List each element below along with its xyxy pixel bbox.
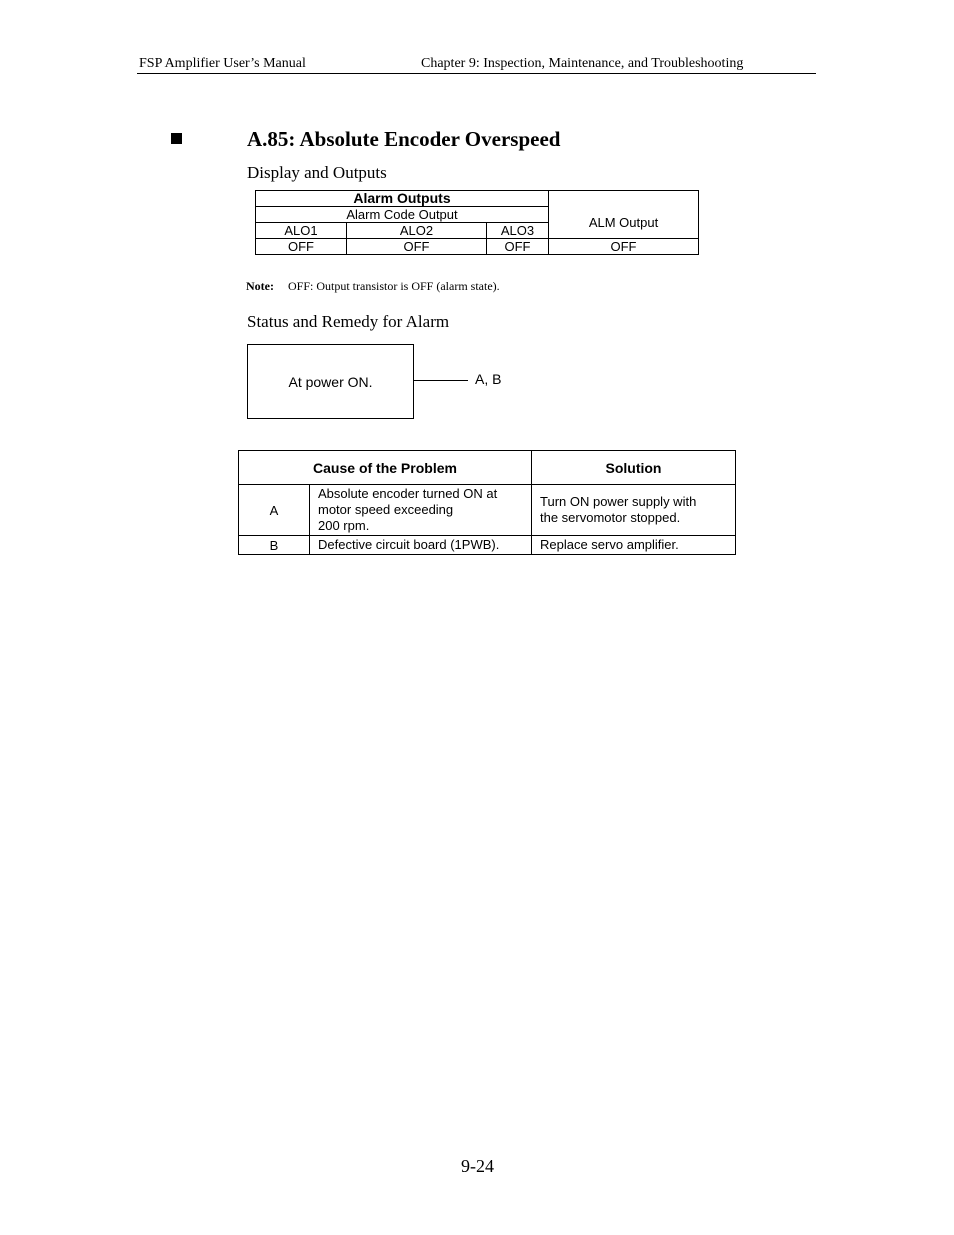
status-box-text: At power ON. xyxy=(288,373,373,390)
cause-line: 200 rpm. xyxy=(318,518,370,533)
header-chapter-title: Chapter 9: Inspection, Maintenance, and Troubleshooting xyxy=(421,56,744,71)
alarm-code-output-label: Alarm Code Output xyxy=(256,207,549,223)
cause-line: Defective circuit board (1PWB). xyxy=(318,537,500,552)
alo1-value: OFF xyxy=(256,239,347,255)
header-rule xyxy=(137,73,816,74)
cause-text xyxy=(310,536,532,555)
solution-header: Solution xyxy=(532,451,736,485)
status-box xyxy=(247,344,414,419)
solution-line: Replace servo amplifier. xyxy=(540,537,679,552)
square-bullet-icon xyxy=(171,133,182,144)
solution-line: Turn ON power supply with xyxy=(540,494,697,509)
note xyxy=(246,279,500,294)
cause-id: A xyxy=(239,485,310,536)
section-title: A.85: Absolute Encoder Overspeed xyxy=(247,127,561,151)
alo1-header: ALO1 xyxy=(256,223,347,239)
note-text: OFF: Output transistor is OFF (alarm state). xyxy=(287,279,500,293)
alarm-outputs-table xyxy=(255,190,699,255)
alo2-value: OFF xyxy=(347,239,487,255)
note-label: Note: xyxy=(246,279,274,293)
status-remedy-heading: Status and Remedy for Alarm xyxy=(247,312,450,331)
cause-line: Absolute encoder turned ON at xyxy=(318,486,498,501)
alarm-outputs-title: Alarm Outputs xyxy=(256,191,549,207)
status-connector-line xyxy=(414,380,468,381)
alm-output-label: ALM Output xyxy=(549,207,699,239)
table-row xyxy=(239,485,736,536)
cause-header: Cause of the Problem xyxy=(239,451,532,485)
solution-line: the servomotor stopped. xyxy=(540,510,681,525)
alo3-header: ALO3 xyxy=(487,223,549,239)
alo2-header: ALO2 xyxy=(347,223,487,239)
alm-value: OFF xyxy=(549,239,699,255)
alo3-value: OFF xyxy=(487,239,549,255)
table-row xyxy=(239,536,736,555)
page-number: 9-24 xyxy=(461,1156,494,1176)
solution-text xyxy=(532,536,736,555)
header-manual-title: FSP Amplifier User’s Manual xyxy=(139,56,306,71)
cause-solution-table xyxy=(238,450,736,555)
display-outputs-heading: Display and Outputs xyxy=(247,163,387,182)
status-label: A, B xyxy=(475,371,502,387)
cause-line: motor speed exceeding xyxy=(318,502,454,517)
cause-text xyxy=(310,485,532,536)
solution-text xyxy=(532,485,736,536)
cause-id: B xyxy=(239,536,310,555)
